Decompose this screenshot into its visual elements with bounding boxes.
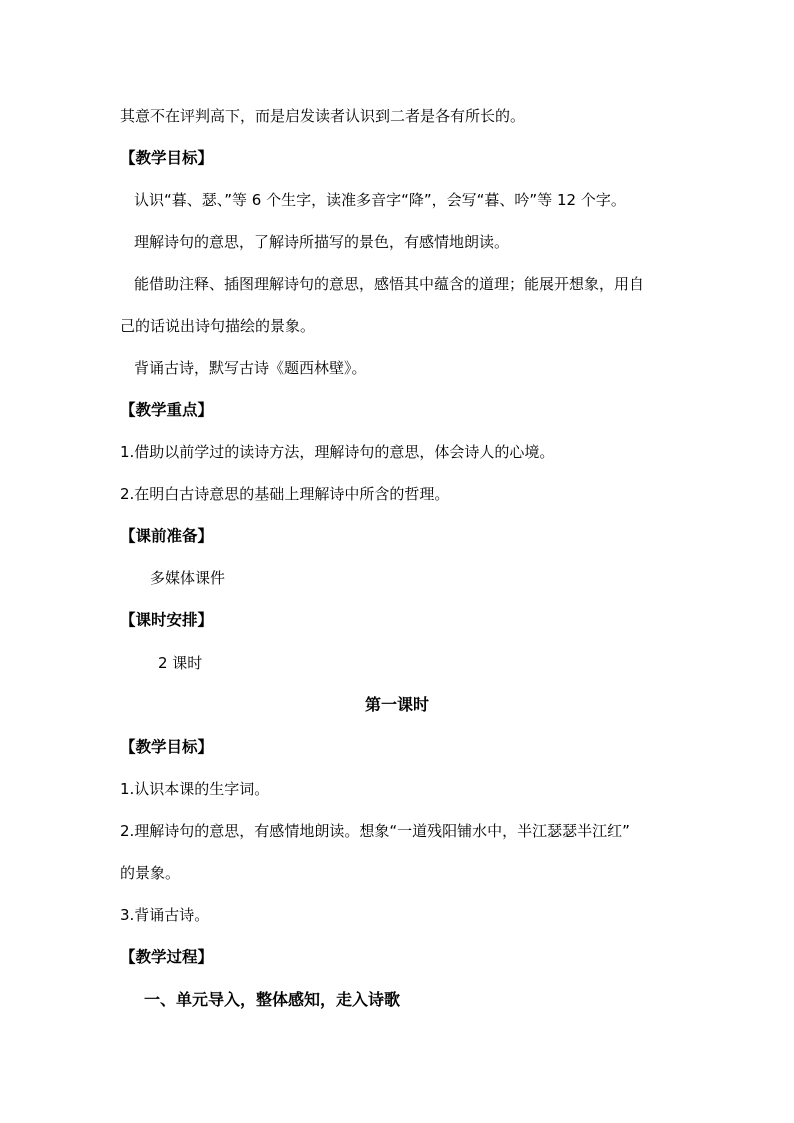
- preparation-heading: 【课前准备】: [120, 527, 214, 545]
- schedule-text: 2 课时: [158, 654, 203, 672]
- key-point-item: 2.在明白古诗意思的基础上理解诗中所含的哲理。: [120, 485, 450, 503]
- lesson-objective-item: 1.认识本课的生字词。: [120, 780, 270, 798]
- objective-item-continued: 己的话说出诗句描绘的景象。: [120, 317, 316, 335]
- process-heading: 【教学过程】: [120, 948, 214, 966]
- objective-item: 背诵古诗，默写古诗《题西林壁》。: [134, 359, 367, 377]
- objective-item: 理解诗句的意思，了解诗所描写的景色，有感情地朗读。: [134, 233, 510, 251]
- schedule-heading: 【课时安排】: [120, 611, 214, 629]
- process-step-heading: 一、单元导入，整体感知，走入诗歌: [144, 990, 401, 1009]
- key-point-item: 1.借助以前学过的读诗方法，理解诗句的意思，体会诗人的心境。: [120, 443, 555, 461]
- lesson-objective-item-continued: 的景象。: [120, 864, 181, 882]
- objectives-heading: 【教学目标】: [120, 149, 214, 167]
- preparation-text: 多媒体课件: [150, 569, 226, 587]
- lesson-objective-item: 3.背诵古诗。: [120, 906, 210, 924]
- key-points-heading: 【教学重点】: [120, 401, 214, 419]
- lesson-one-title: 第一课时: [364, 695, 429, 714]
- objective-item: 能借助注释、插图理解诗句的意思，感悟其中蕴含的道理；能展开想象，用自: [134, 275, 645, 293]
- intro-paragraph-end: 其意不在评判高下，而是启发读者认识到二者是各有所长的。: [120, 107, 526, 125]
- objective-item: 认识“暮、瑟、”等 6 个生字，读准多音字“降”，会写“暮、吟”等 12 个字。: [134, 191, 626, 209]
- lesson-objective-item: 2.理解诗句的意思，有感情地朗读。想象“一道残阳铺水中，半江瑟瑟半江红”: [120, 822, 630, 840]
- lesson-objectives-heading: 【教学目标】: [120, 738, 214, 756]
